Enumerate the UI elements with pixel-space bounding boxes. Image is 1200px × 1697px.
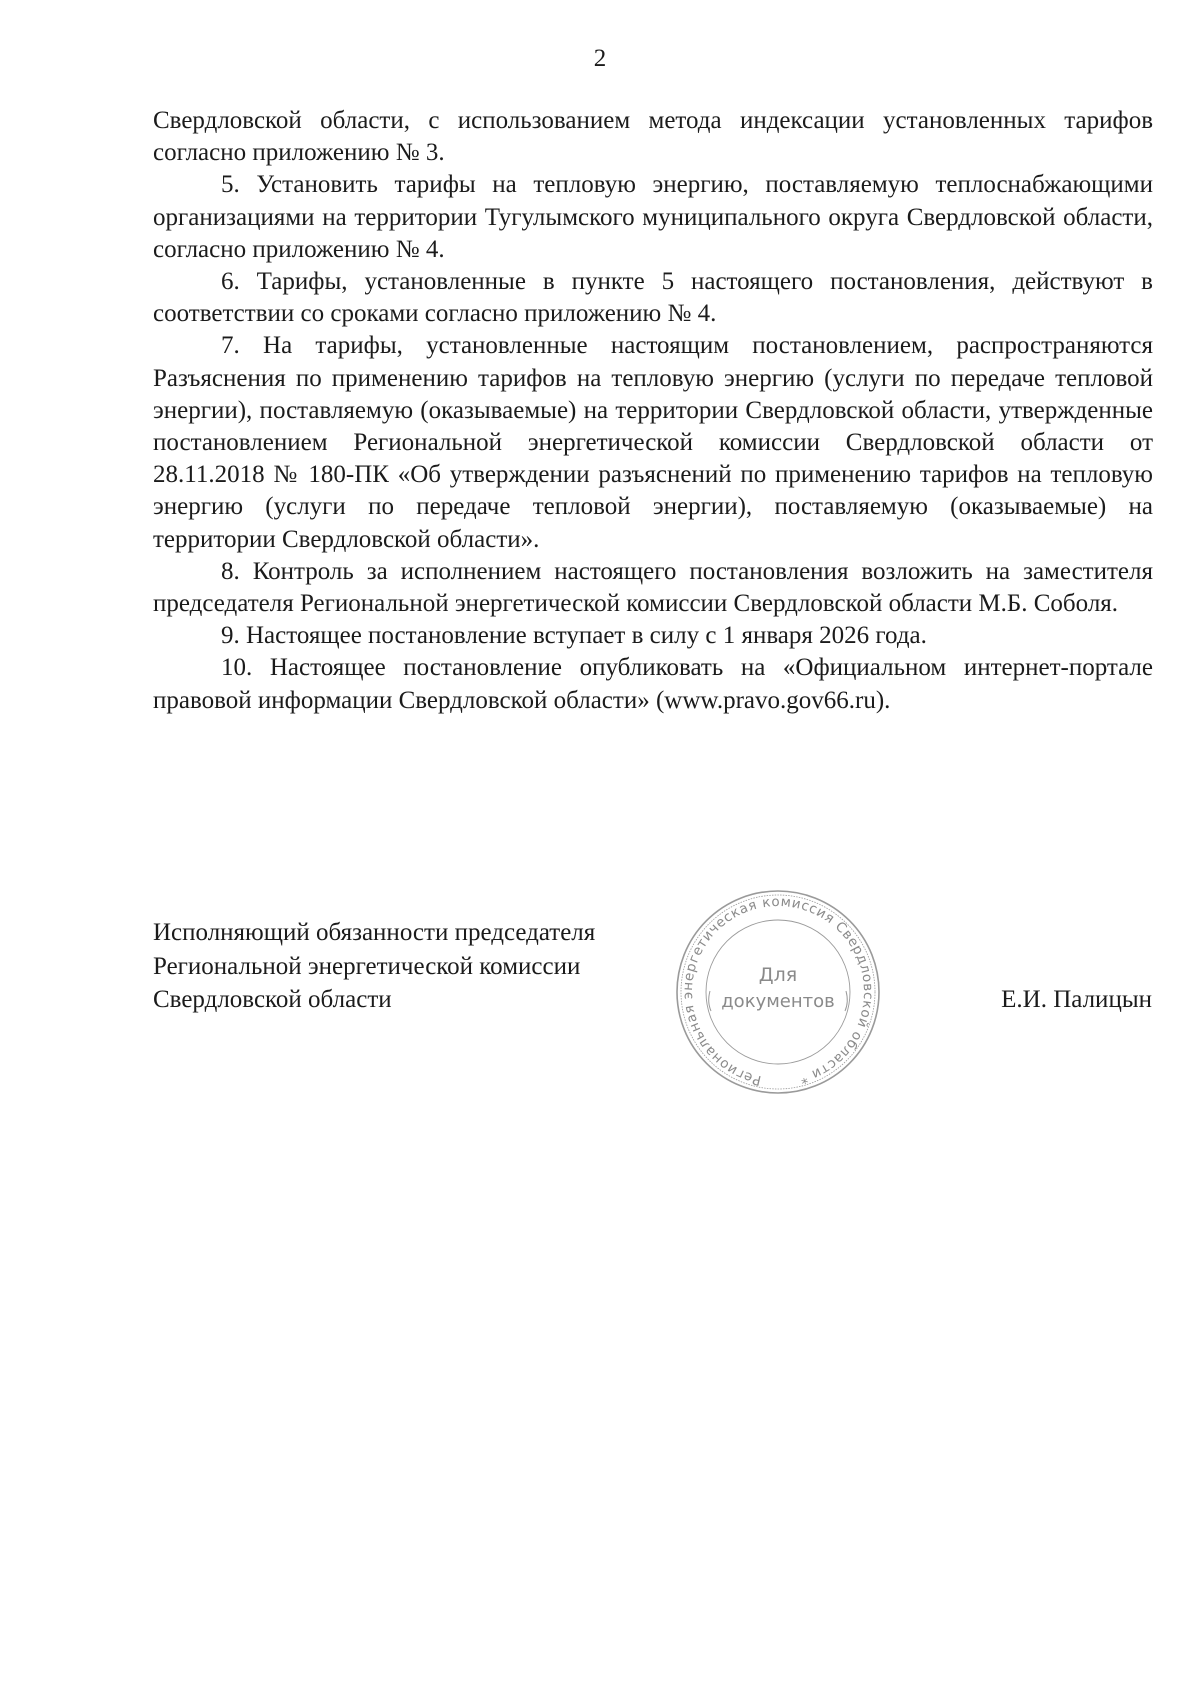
signatory-position-line: Свердловской области: [153, 986, 392, 1013]
paragraph-item-7: 7. На тарифы, установленные настоящим постановлением, распространяются Разъяснения по применению тарифов на тепловую энергию (услуги по передаче тепловой энергии), поставляемую (оказываемые) на территории Свердловской области, утвержденные постановлением Региональной энергетической комиссии Свердловской области от 28.11.2018 № 180-ПК «Об утверждении разъяснений по применению тарифов на тепловую энергию (услуги по передаче тепловой энергии), поставляемую (оказываемые) на территории Свердловской области».: [153, 332, 1153, 553]
document-body: [153, 105, 1153, 717]
paragraph-item-10: 10. Настоящее постановление опубликовать на «Официальном интернет-портале правовой информации Свердловской области» (www.pravo.gov66.ru).: [153, 654, 1153, 714]
stamp-center-text-line2: документов: [721, 991, 835, 1012]
official-stamp: [674, 887, 882, 1105]
paragraph-item-5: 5. Установить тарифы на тепловую энергию, поставляемую теплоснабжающими организациями на территории Тугулымского муниципального округа Свердловской области, согласно приложению № 4.: [153, 171, 1153, 263]
stamp-bracket-right: [845, 991, 847, 1011]
stamp-bracket-left: [709, 991, 711, 1011]
signatory-position-line: Региональной энергетической комиссии: [153, 952, 581, 980]
paragraph-item-8: 8. Контроль за исполнением настоящего постановления возложить на заместителя председателя Региональной энергетической комиссии Свердловской области М.Б. Соболя.: [153, 557, 1153, 618]
paragraph-item-6: 6. Тарифы, установленные в пункте 5 настоящего постановления, действуют в соответствии со сроками согласно приложению № 4.: [153, 268, 1153, 328]
stamp-ring-text: Региональная энергетическая комиссия Свердловской области *: [679, 893, 877, 1089]
stamp-center-text-line1: Для: [758, 964, 798, 986]
page-number: 2: [593, 45, 607, 72]
signatory-position-line: Исполняющий обязанности председателя: [153, 919, 596, 946]
signatory-name: Е.И. Палицын: [1001, 986, 1152, 1013]
paragraph-item-9: 9. Настоящее постановление вступает в силу с 1 января 2026 года.: [221, 622, 927, 650]
signatory-position: [153, 916, 595, 1017]
paragraph-continuation: Свердловской области, с использованием метода индексации установленных тарифов согласно приложению № 3.: [153, 107, 1153, 167]
